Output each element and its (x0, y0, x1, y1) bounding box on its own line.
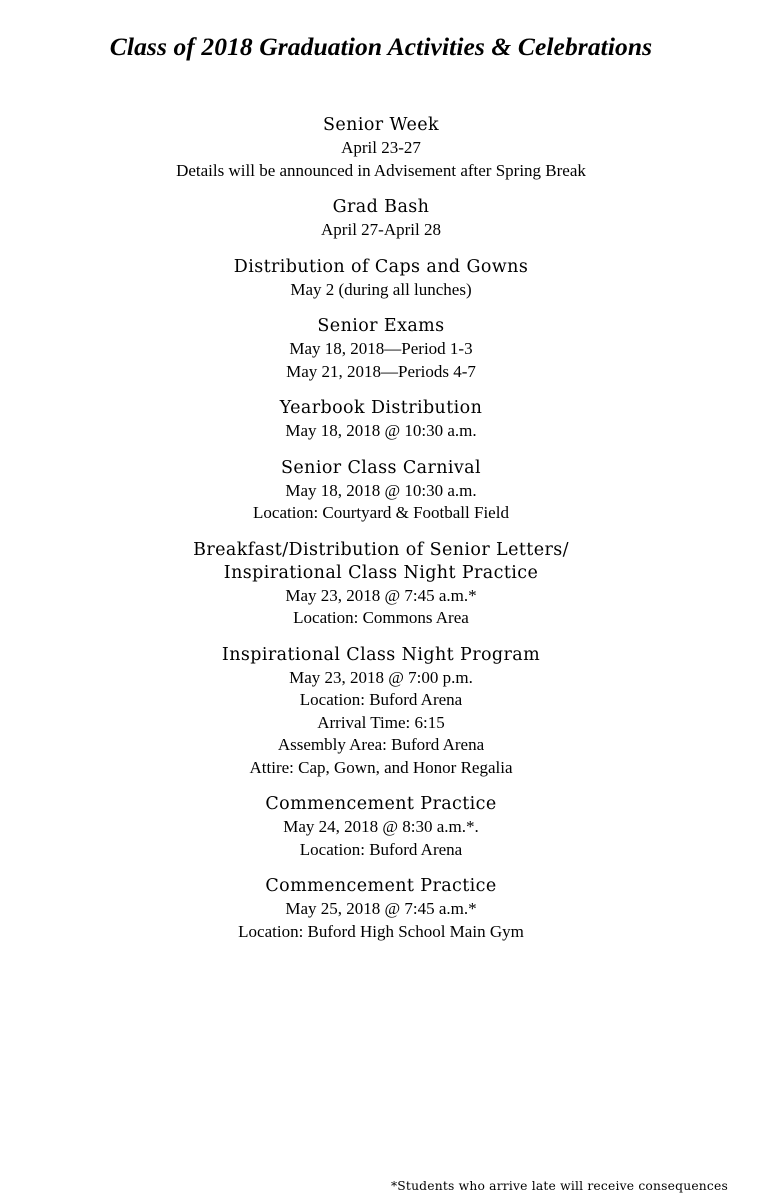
event-block (0, 457, 762, 525)
event-heading: Senior Week (323, 115, 439, 135)
event-heading: Yearbook Distribution (279, 398, 483, 418)
event-block (0, 256, 762, 302)
event-detail: May 18, 2018—Period 1-3 (289, 339, 473, 358)
event-detail: Details will be announced in Advisement after Spring Break (176, 160, 586, 180)
event-block (0, 644, 762, 780)
event-detail: Arrival Time: 6:15 (317, 712, 445, 732)
event-detail: Location: Commons Area (293, 608, 469, 627)
event-heading: Inspirational Class Night Program (221, 644, 541, 665)
event-heading: Senior Class Carnival (281, 457, 481, 478)
page-title: Class of 2018 Graduation Activities & Celebrations (109, 32, 653, 61)
event-detail: Attire: Cap, Gown, and Honor Regalia (249, 757, 513, 777)
event-detail: April 27-April 28 (321, 220, 441, 239)
event-detail: Location: Buford Arena (299, 690, 463, 709)
events-list (0, 114, 762, 957)
event-block (0, 315, 762, 383)
event-heading: Commencement Practice (265, 876, 497, 896)
event-block (0, 397, 762, 443)
event-detail: Location: Buford Arena (299, 839, 463, 859)
event-detail: May 18, 2018 @ 10:30 a.m. (285, 480, 477, 500)
event-block (0, 875, 762, 943)
event-detail: May 24, 2018 @ 8:30 a.m.*. (283, 817, 479, 836)
event-heading: Grad Bash (332, 197, 430, 217)
event-block (0, 196, 762, 242)
event-detail: May 23, 2018 @ 7:45 a.m.* (285, 585, 477, 605)
footnote: *Students who arrive late will receive consequences (390, 1179, 728, 1193)
event-detail: May 23, 2018 @ 7:00 p.m. (289, 667, 473, 687)
event-detail: Assembly Area: Buford Arena (277, 735, 485, 754)
event-detail: May 25, 2018 @ 7:45 a.m.* (285, 899, 477, 918)
event-detail: May 18, 2018 @ 10:30 a.m. (285, 421, 477, 440)
event-detail: May 2 (during all lunches) (290, 279, 472, 299)
event-heading: Commencement Practice (265, 794, 497, 814)
event-block (0, 539, 762, 630)
event-detail: April 23-27 (341, 138, 421, 157)
event-heading: Distribution of Caps and Gowns (233, 256, 529, 277)
event-heading: Inspirational Class Night Practice (223, 562, 539, 583)
event-block (0, 793, 762, 861)
event-detail: May 21, 2018—Periods 4-7 (286, 361, 476, 381)
event-heading: Breakfast/Distribution of Senior Letters/ (193, 539, 569, 560)
event-block (0, 114, 762, 182)
event-detail: Location: Courtyard & Football Field (253, 503, 509, 522)
event-detail: Location: Buford High School Main Gym (238, 921, 524, 941)
event-heading: Senior Exams (317, 316, 445, 336)
